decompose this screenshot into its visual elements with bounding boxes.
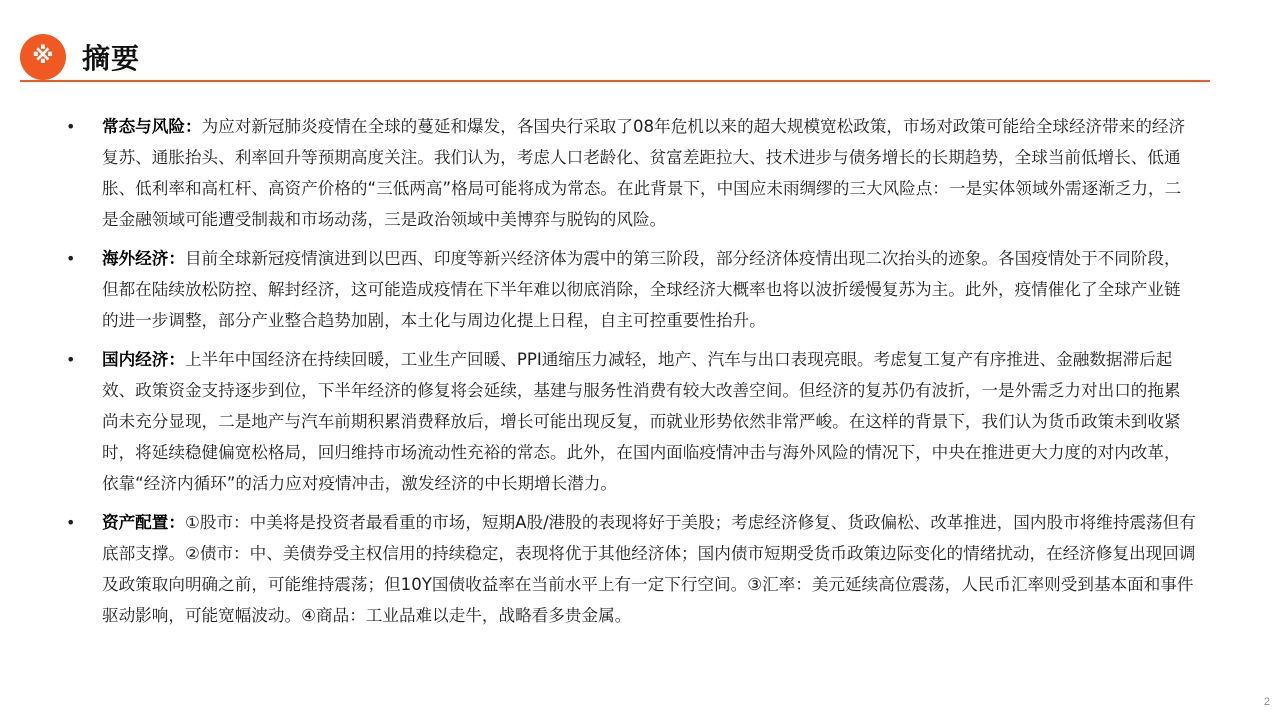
bullet-text: ①股市：中美将是投资者最看重的市场，短期A股/港股的表现将好于美股；考虑经济修复、货政偏松、改革推进，国内股市将维持震荡但有底部支撑。②债市：中、美债券受主权信用的持续稳定，表现将优于其他经济体；国内债市短期受货币政策边际变化的情绪扰动，在经济修复出现回调及政策取向明确之前，可能维持震荡；但10Y国债收益率在当前水平上有一定下行空间。③汇率：美元延续高位震荡，人民币汇率则受到基本面和事件驱动影响，可能宽幅波动。④商品：工业品难以走牛，战略看多贵金属。 [102, 513, 1196, 625]
logo-icon [20, 34, 66, 80]
bullet-text: 上半年中国经济在持续回暖，工业生产回暖、PPI通缩压力减轻，地产、汽车与出口表现亮眼。考虑复工复产有序推进、金融数据滞后起效、政策资金支持逐步到位，下半年经济的修复将会延续，基建与服务性消费有较大改善空间。但经济的复苏仍有波折，一是外需乏力对出口的拖累尚未充分显现，二是地产与汽车前期积累消费释放后，增长可能出现反复，而就业形势依然非常严峻。在这样的背景下，我们认为货币政策未到收紧时，将延续稳健偏宽松格局，回归维持市场流动性充裕的常态。此外，在国内面临疫情冲击与海外风险的情况下，中央在推进更大力度的对内改革，依靠“经济内循环”的活力应对疫情冲击，激发经济的中长期增长潜力。 [102, 350, 1181, 493]
logo-glyph: ※ [32, 44, 54, 69]
summary-content [66, 111, 1196, 639]
page-number: 2 [1263, 696, 1270, 708]
bullet-icon: • [66, 350, 76, 369]
title-divider [20, 80, 1210, 82]
bullet-text: 为应对新冠肺炎疫情在全球的蔓延和爆发，各国央行采取了08年危机以来的超大规模宽松政策，市场对政策可能给全球经济带来的经济复苏、通胀抬头、利率回升等预期高度关注。我们认为，考虑人口老龄化、贫富差距拉大、技术进步与债务增长的长期趋势，全球当前低增长、低通胀、低利率和高杠杆、高资产价格的“三低两高”格局可能将成为常态。在此背景下，中国应未雨绸缪的三大风险点：一是实体领域外需逐渐乏力，二是金融领域可能遭受制裁和市场动荡，三是政治领域中美博弈与脱钩的风险。 [102, 117, 1186, 229]
bullet-icon: • [66, 513, 76, 532]
bullet-item-allocation [66, 507, 1196, 631]
bullet-item-overseas [66, 243, 1196, 336]
bullet-heading: 海外经济： [102, 249, 185, 268]
bullet-item-domestic [66, 344, 1196, 499]
header [20, 34, 140, 80]
bullet-item-risk [66, 111, 1196, 235]
bullet-icon: • [66, 249, 76, 268]
bullet-text: 目前全球新冠疫情演进到以巴西、印度等新兴经济体为震中的第三阶段，部分经济体疫情出现二次抬头的迹象。各国疫情处于不同阶段，但都在陆续放松防控、解封经济，这可能造成疫情在下半年难以彻底消除，全球经济大概率也将以波折缓慢复苏为主。此外，疫情催化了全球产业链的进一步调整，部分产业整合趋势加剧，本土化与周边化提上日程，自主可控重要性抬升。 [102, 249, 1181, 330]
bullet-heading: 常态与风险： [102, 117, 202, 136]
page-title: 摘要 [82, 42, 141, 75]
bullet-heading: 资产配置： [102, 513, 185, 532]
bullet-heading: 国内经济： [102, 350, 185, 369]
bullet-icon: • [66, 117, 76, 136]
